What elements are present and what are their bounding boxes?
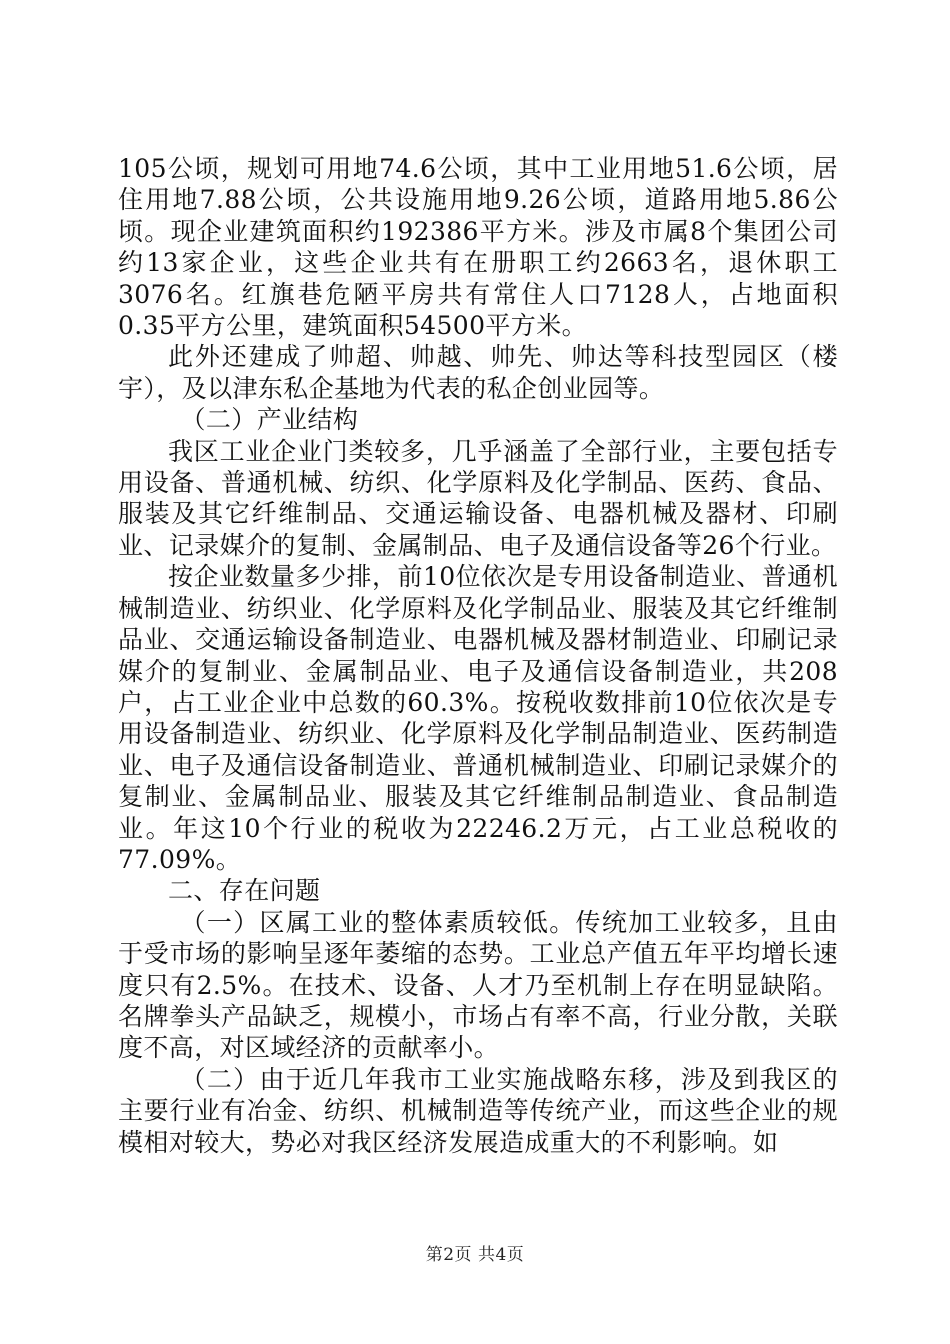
document-body: [118, 153, 838, 1158]
section-heading-industry-structure: （二）产业结构: [180, 405, 359, 435]
section-heading-problems: 二、存在问题: [168, 876, 321, 906]
paragraph-problem-one: （一）区属工业的整体素质较低。传统加工业较多，且由于受市场的影响呈逐年萎缩的态势。工业总产值五年平均增长速度只有2.5%。在技术、设备、人才乃至机制上存在明显缺陷。名牌拳头产品缺乏，规模小，市场占有率不高，行业分散，关联度不高，对区域经济的贡献率小。: [118, 907, 838, 1063]
paragraph-tech-parks: 此外还建成了帅超、帅越、帅先、帅达等科技型园区（楼宇），及以津东私企基地为代表的私企创业园等。: [118, 342, 838, 403]
paragraph-problem-two: （二）由于近几年我市工业实施战略东移，涉及到我区的主要行业有冶金、纺织、机械制造等传统产业，而这些企业的规模相对较大，势必对我区经济发展造成重大的不利影响。如: [118, 1064, 838, 1157]
paragraph-industry-categories: 我区工业企业门类较多，几乎涵盖了全部行业，主要包括专用设备、普通机械、纺织、化学原料及化学制品、医药、食品、服装及其它纤维制品、交通运输设备、电器机械及器材、印刷业、记录媒介的复制、金属制品、电子及通信设备等26个行业。: [118, 436, 838, 560]
paragraph-land-use: 105公顷，规划可用地74.6公顷，其中工业用地51.6公顷，居住用地7.88公顷，公共设施用地9.26公顷，道路用地5.86公顷。现企业建筑面积约192386平方米。涉及市属8个集团公司约13家企业，这些企业共有在册职工约2663名，退休职工3076名。红旗巷危陋平房共有常住人口7128人，占地面积0.35平方公里，建筑面积54500平方米。: [118, 154, 838, 341]
page-number-footer: 第2页 共4页: [425, 1245, 525, 1265]
paragraph-top-ten-ranking: 按企业数量多少排，前10位依次是专用设备制造业、普通机械制造业、纺织业、化学原料及化学制品业、服装及其它纤维制品业、交通运输设备制造业、电器机械及器材制造业、印刷记录媒介的复制业、金属制品业、电子及通信设备制造业，共208户，占工业企业中总数的60.3%。按税收数排前10位依次是专用设备制造业、纺织业、化学原料及化学制品制造业、医药制造业、电子及通信设备制造业、普通机械制造业、印刷记录媒介的复制业、金属制品业、服装及其它纤维制品制造业、食品制造业。年这10个行业的税收为22246.2万元，占工业总税收的77.09%。: [118, 562, 838, 874]
